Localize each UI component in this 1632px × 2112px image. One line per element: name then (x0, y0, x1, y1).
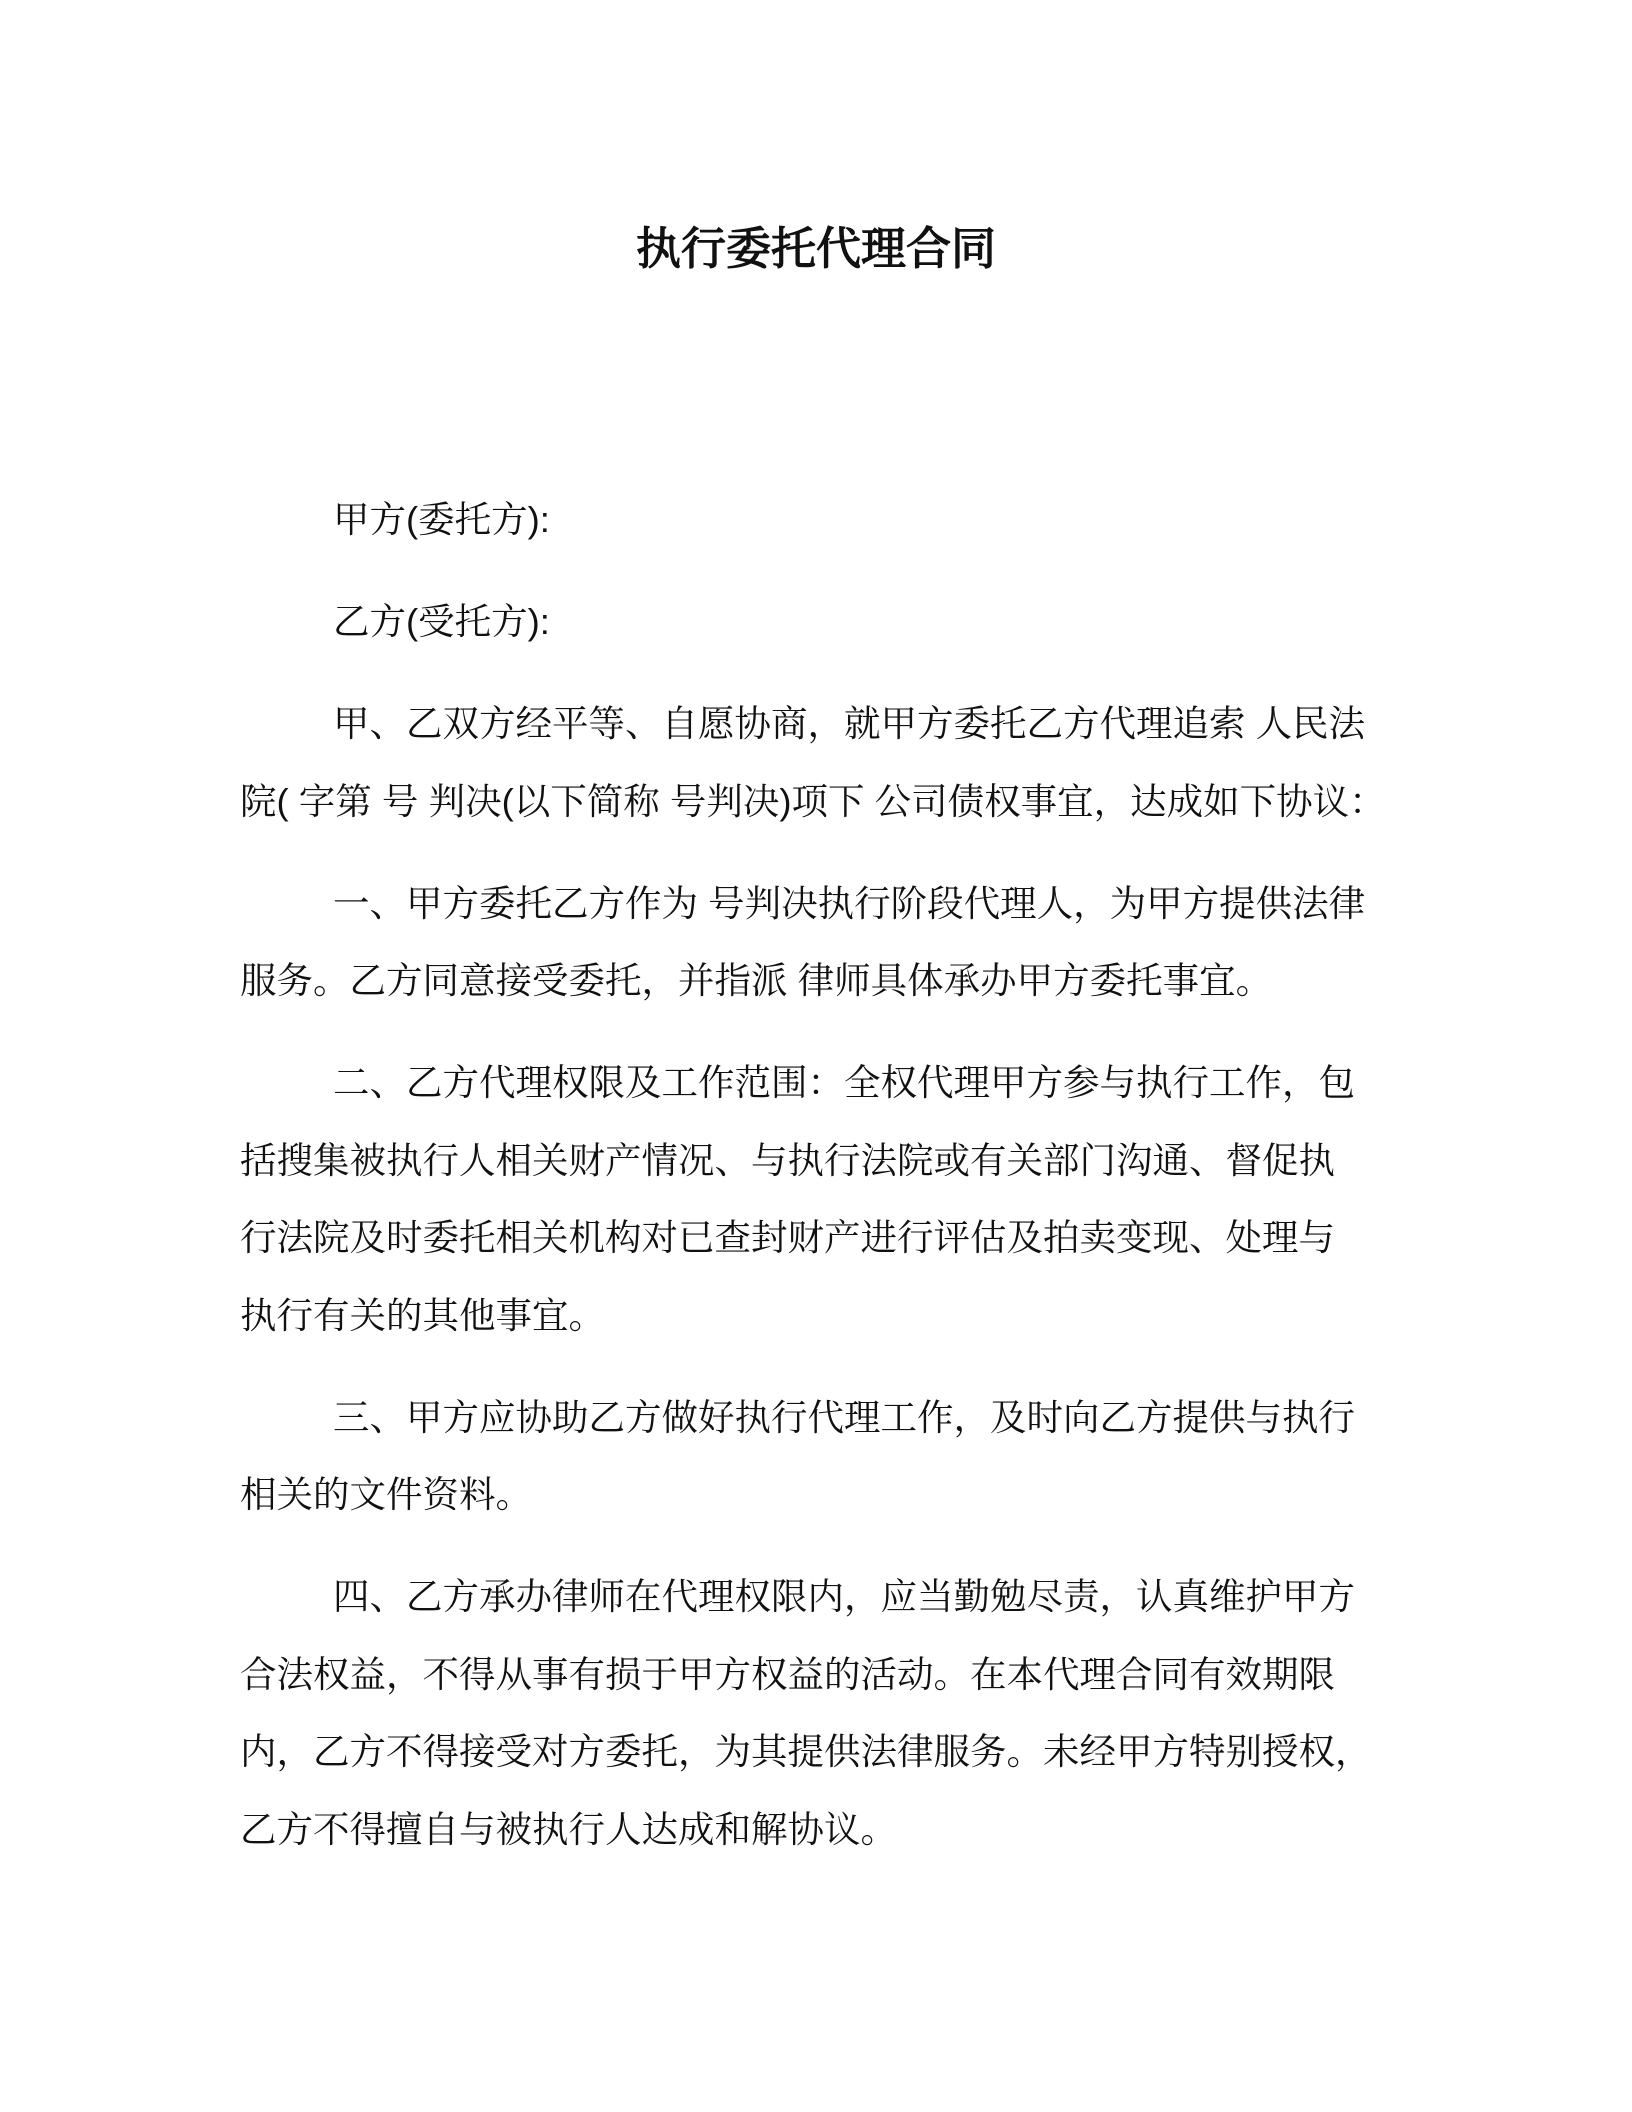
party-b (240, 583, 1420, 661)
text-line: 服务。乙方同意接受委托，并指派 律师具体承办甲方委托事宜。 (240, 960, 1273, 1001)
clause-three (240, 1379, 1420, 1534)
document-title: 执行委托代理合同 (635, 223, 996, 274)
text-line: 一、甲方委托乙方作为 号判决执行阶段代理人，为甲方提供法律 (333, 882, 1366, 924)
preamble (240, 685, 1420, 840)
party-a (240, 481, 1420, 559)
text-line: 内，乙方不得接受对方委托，为其提供法律服务。未经甲方特别授权， (240, 1731, 1372, 1772)
text-line: 甲方(委托方): (333, 499, 550, 540)
text-line: 甲、乙双方经平等、自愿协商，就甲方委托乙方代理追索 人民法 (333, 703, 1366, 744)
text-line: 三、甲方应协助乙方做好执行代理工作，及时向乙方提供与执行 (333, 1396, 1355, 1438)
text-line: 院( 字第 号 判决(以下简称 号判决)项下 公司债权事宜，达成如下协议： (240, 780, 1386, 822)
text-line: 合法权益，不得从事有损于甲方权益的活动。在本代理合同有效期限 (240, 1653, 1335, 1695)
document-body (240, 481, 1420, 1893)
text-line: 执行有关的其他事宜。 (240, 1294, 605, 1336)
text-line: 乙方不得擅自与被执行人达成和解协议。 (240, 1808, 897, 1850)
text-line: 相关的文件资料。 (240, 1474, 532, 1515)
text-line: 四、乙方承办律师在代理权限内，应当勤勉尽责，认真维护甲方 (333, 1576, 1355, 1617)
clause-four (240, 1558, 1420, 1868)
clause-two (240, 1044, 1420, 1354)
text-line: 二、乙方代理权限及工作范围：全权代理甲方参与执行工作，包 (333, 1062, 1355, 1103)
text-line: 行法院及时委托相关机构对已查封财产进行评估及拍卖变现、处理与 (240, 1217, 1335, 1258)
text-line: 乙方(受托方): (333, 601, 550, 642)
text-line: 括搜集被执行人相关财产情况、与执行法院或有关部门沟通、督促执 (240, 1139, 1335, 1181)
clause-one (240, 865, 1420, 1020)
